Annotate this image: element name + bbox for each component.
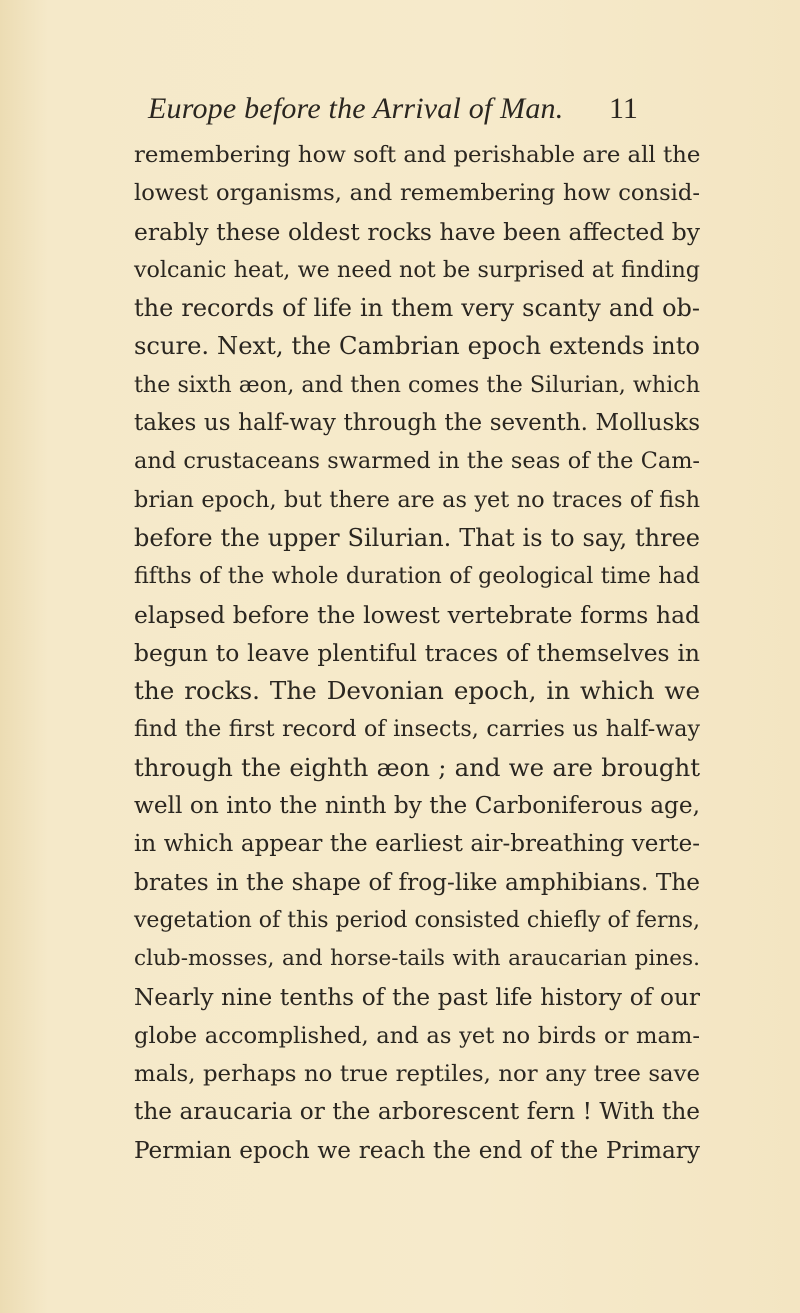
text-line: the records of life in them very scanty and ob-	[134, 294, 700, 323]
text-line: and crustaceans swarmed in the seas of the Cam-	[134, 448, 700, 475]
text-line: Permian epoch we reach the end of the Primary	[134, 1136, 700, 1164]
text-line: find the first record of insects, carries us half-way	[134, 716, 700, 743]
text-line: lowest organisms, and remembering how consid-	[134, 180, 700, 207]
text-line: scure. Next, the Cambrian epoch extends into	[134, 332, 700, 361]
text-line: well on into the ninth by the Carboniferous age,	[134, 792, 700, 820]
text-line: mals, perhaps no true reptiles, nor any tree save	[134, 1061, 700, 1088]
text-line: elapsed before the lowest vertebrate forms had	[134, 600, 700, 629]
text-line: brates in the shape of frog-like amphibians. The	[134, 868, 700, 896]
page-header	[0, 92, 800, 132]
text-line: before the upper Silurian. That is to say, three	[134, 523, 700, 552]
text-line: erably these oldest rocks have been affected by	[134, 217, 700, 246]
text-line: begun to leave plentiful traces of themselves in	[134, 638, 700, 667]
text-line: the araucaria or the arborescent fern ! With the	[134, 1098, 700, 1126]
text-line: brian epoch, but there are as yet no traces of fish	[134, 486, 700, 513]
text-line: the sixth æon, and then comes the Silurian, which	[134, 371, 700, 398]
text-line: club-mosses, and horse-tails with araucarian pines.	[134, 946, 700, 972]
text-line: in which appear the earliest air-breathing verte-	[134, 831, 700, 858]
text-line: volcanic heat, we need not be surprised at finding	[134, 256, 700, 283]
page-number: 11	[609, 92, 638, 125]
text-line: through the eighth æon ; and we are brought	[134, 752, 700, 782]
text-line: globe accomplished, and as yet no birds or mam-	[134, 1022, 700, 1049]
text-line: fifths of the whole duration of geological time had	[134, 563, 700, 590]
text-line: vegetation of this period consisted chiefly of ferns,	[134, 907, 700, 933]
text-line: the rocks. The Devonian epoch, in which we	[134, 676, 700, 706]
running-title: Europe before the Arrival of Man.	[148, 92, 564, 125]
text-line: takes us half-way through the seventh. Mollusks	[134, 410, 700, 437]
text-line: Nearly nine tenths of the past life history of our	[134, 983, 700, 1011]
body-text	[134, 136, 700, 1170]
text-line: remembering how soft and perishable are all the	[134, 142, 701, 168]
